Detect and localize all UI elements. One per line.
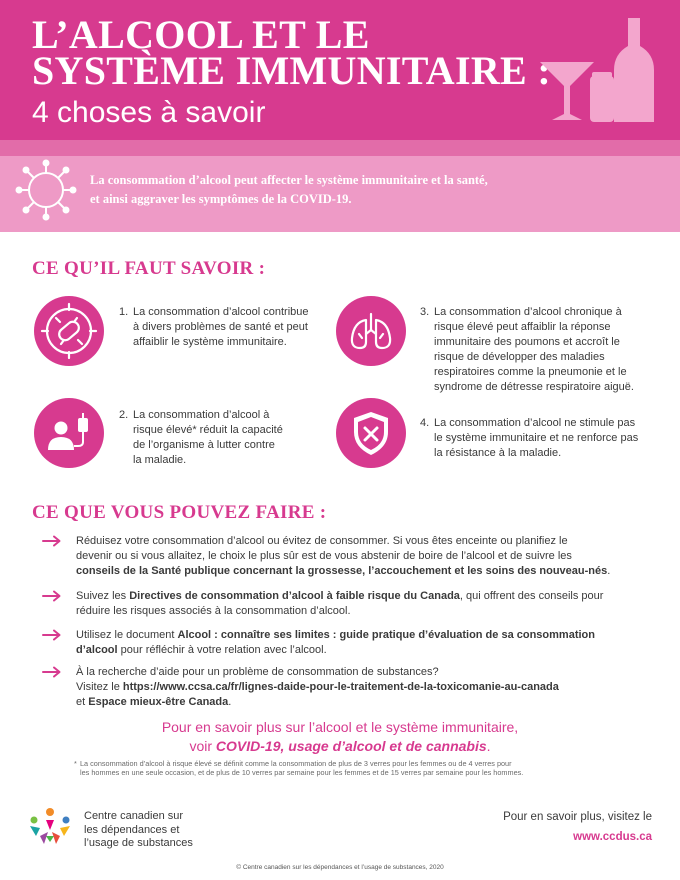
action-text: Utilisez le document — [76, 629, 178, 641]
page-title-line2: SYSTÈME IMMUNITAIRE : — [32, 48, 551, 93]
action-text: . — [228, 696, 232, 708]
action-item-1 — [46, 534, 656, 579]
visit-text: Pour en savoir plus, visitez le — [503, 811, 652, 823]
fact-line: le système immunitaire et ne renforce pas — [434, 432, 639, 444]
know-your-limits-link[interactable]: Alcool : connaître ses limites : guide pratique d’évaluation de sa consommation — [177, 629, 595, 641]
section-heading-do: CE QUE VOUS POUVEZ FAIRE : — [32, 502, 327, 523]
org-name — [84, 810, 193, 851]
action-item-3 — [46, 628, 656, 658]
more-info-line2 — [0, 737, 680, 756]
drinks-icon — [536, 14, 666, 126]
footnote-line: les hommes en une seule occasion, et de plus de 10 verres par semaine pour les femmes et de 15 verres par semaine pour les hommes. — [80, 768, 524, 777]
fact-line: La consommation d’alcool ne stimule pas — [434, 417, 636, 429]
intro-line: La consommation d’alcool peut affecter le système immunitaire et la santé, — [90, 173, 488, 187]
patient-iv-icon — [34, 398, 104, 468]
action-text: Suivez les — [76, 590, 130, 602]
action-item-4 — [46, 665, 656, 710]
fact-line: risque élevé peut affaiblir la réponse — [434, 321, 611, 333]
arrow-right-icon — [42, 535, 62, 547]
fact-line: à divers problèmes de santé et peut — [133, 321, 308, 333]
website-link[interactable]: www.ccdus.ca — [573, 831, 652, 843]
lungs-icon — [336, 296, 406, 366]
helpline-url-link[interactable]: https://www.ccsa.ca/fr/lignes-daide-pour-le-traitement-de-la-toxicomanie-au-canada — [122, 681, 559, 693]
fact-number: 3. — [420, 306, 430, 318]
page-subtitle: 4 choses à savoir — [32, 96, 266, 129]
more-info-text: . — [486, 738, 491, 754]
action-line: réduire les risques associés à la consommation d’alcool. — [76, 605, 351, 617]
fact-line: immunitaire des poumons et accroît le — [434, 336, 620, 348]
fact-line: La consommation d’alcool chronique à — [434, 306, 622, 318]
action-item-2 — [46, 589, 656, 619]
fact-line: risque de développer des maladies — [434, 351, 605, 363]
arrow-right-icon — [42, 590, 62, 602]
more-info-line1: Pour en savoir plus sur l’alcool et le système immunitaire, — [161, 719, 519, 735]
action-text: . — [607, 565, 611, 577]
arrow-right-icon — [42, 666, 62, 678]
fact-line: la maladie. — [133, 454, 187, 466]
fact-line: La consommation d’alcool contribue — [133, 306, 309, 318]
fact-line: de l’organisme à lutter contre — [133, 439, 275, 451]
fact-item-2 — [119, 408, 319, 468]
fact-item-4 — [420, 416, 670, 461]
action-text: , qui offrent des conseils pour — [459, 590, 604, 602]
intro-line: et ainsi aggraver les symptômes de la COVID-19. — [90, 192, 352, 206]
fact-line: respiratoires comme la pneumonie et le — [434, 366, 627, 378]
fact-line: la résistance à la maladie. — [434, 447, 562, 459]
fact-item-1 — [119, 305, 329, 350]
intro-text — [90, 171, 590, 209]
footnote-line: La consommation d’alcool à risque élevé se définit comme la consommation de plus de 3 verres pour les femmes ou de 4 verres pour — [80, 759, 512, 768]
low-risk-guidelines-link[interactable]: Directives de consommation d’alcool à faible risque du Canada — [129, 590, 460, 602]
arrow-right-icon — [42, 629, 62, 641]
shield-x-icon — [336, 398, 406, 468]
more-info-text: voir — [189, 738, 216, 754]
action-line: devenir ou si vous allaitez, le choix le plus sûr est de vous abstenir de boire de l’alcool et de suivre les — [76, 550, 572, 562]
wellness-together-link[interactable]: Espace mieux-être Canada — [88, 696, 229, 708]
action-text: et — [76, 696, 89, 708]
action-text: pour réfléchir à votre relation avec l’alcool. — [117, 644, 327, 656]
virus-icon — [14, 158, 78, 222]
section-heading-know: CE QU’IL FAUT SAVOIR : — [32, 258, 266, 279]
covid-alcohol-cannabis-link[interactable]: COVID-19, usage d’alcool et de cannabis — [215, 738, 487, 754]
page-title-line1: L’ALCOOL ET LE — [32, 12, 370, 57]
action-text: Visitez le — [76, 681, 123, 693]
org-name-line: Centre canadien sur — [84, 810, 184, 822]
fact-line: La consommation d’alcool à — [133, 409, 270, 421]
footnote-marker: * — [74, 759, 77, 768]
fact-number: 1. — [119, 306, 129, 318]
action-line: Réduisez votre consommation d’alcool ou évitez de consommer. Si vous êtes enceinte ou planifiez le — [76, 535, 568, 547]
fact-line: syndrome de détresse respiratoire aiguë. — [434, 381, 634, 393]
fact-line: affaiblir le système immunitaire. — [133, 336, 287, 348]
public-health-advice-link[interactable]: conseils de la Santé publique concernant la grossesse, l’accouchement et les soins des nouveau-nés — [76, 565, 608, 577]
know-your-limits-link[interactable]: d’alcool — [76, 644, 118, 656]
org-name-line: l’usage de substances — [84, 837, 193, 849]
bacteria-icon — [34, 296, 104, 366]
footnote — [74, 759, 660, 777]
action-line: À la recherche d’aide pour un problème de consommation de substances? — [76, 666, 439, 678]
banner-stripe — [0, 140, 680, 156]
fact-number: 2. — [119, 409, 129, 421]
ccsa-logo — [26, 806, 74, 846]
fact-number: 4. — [420, 417, 430, 429]
org-name-line: les dépendances et — [84, 823, 180, 836]
fact-item-3 — [420, 305, 660, 395]
fact-line: risque élevé* réduit la capacité — [133, 424, 283, 436]
copyright: © Centre canadien sur les dépendances et l’usage de substances, 2020 — [236, 864, 444, 871]
